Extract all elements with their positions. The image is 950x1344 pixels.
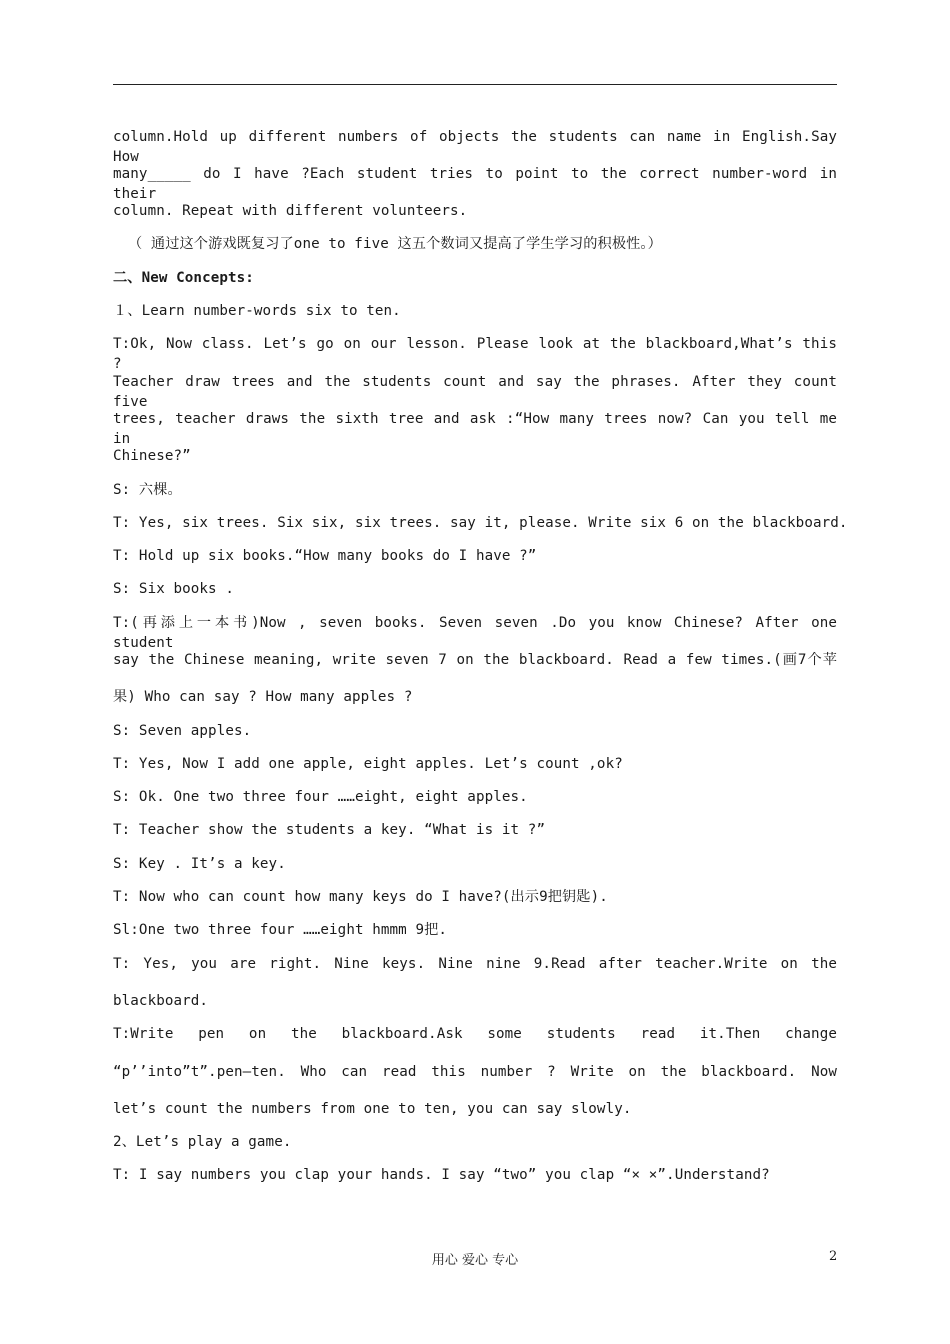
text-line: Sl:One two three four ……eight hmmm 9把. bbox=[113, 922, 448, 938]
text-line: S: Seven apples. bbox=[113, 723, 252, 739]
text-line: S: Ok. One two three four ……eight, eight apples. bbox=[113, 789, 528, 805]
text-line: T: Yes, six trees. Six six, six trees. say it, please. Write six 6 on the blackboard. bbox=[113, 515, 848, 531]
text-line: let’s count the numbers from one to ten, you can say slowly. bbox=[113, 1101, 632, 1117]
page-number: 2 bbox=[829, 1249, 838, 1264]
text-line: S: Key . It’s a key. bbox=[113, 856, 286, 872]
text-line: “p’’into”t”.pen—ten. Who can read this number ? Write on the blackboard. Now bbox=[113, 1064, 837, 1080]
text-line: T: Yes, you are right. Nine keys. Nine nine 9.Read after teacher.Write on the bbox=[113, 956, 837, 972]
text-line: 2、Let’s play a game. bbox=[113, 1134, 292, 1150]
text-line: S: Six books . bbox=[113, 581, 234, 597]
text-line: Teacher draw trees and the students count and say the phrases. After they count five bbox=[113, 374, 837, 410]
section-heading: 二、New Concepts: bbox=[113, 270, 254, 286]
header-rule bbox=[113, 84, 837, 85]
page-footer: 用心 爱心 专心 bbox=[431, 1253, 519, 1268]
text-line: say the Chinese meaning, write seven 7 on the blackboard. Read a few times.(画7个苹 bbox=[113, 652, 837, 668]
text-line: trees, teacher draws the sixth tree and ask :“How many trees now? Can you tell me in bbox=[113, 411, 837, 447]
text-line: blackboard. bbox=[113, 993, 209, 1009]
text-line: T:(再添上一本书)Now , seven books. Seven seven .Do you know Chinese? After one student bbox=[113, 615, 837, 651]
text-line: many_____ do I have ?Each student tries to point to the correct number-word in their bbox=[113, 166, 837, 202]
text-line: T: Teacher show the students a key. “What is it ?” bbox=[113, 822, 546, 838]
text-line: T: Yes, Now I add one apple, eight apples. Let’s count ,ok? bbox=[113, 756, 623, 772]
text-line: column. Repeat with different volunteers. bbox=[113, 203, 468, 219]
text-line: T: Now who can count how many keys do I have?(出示9把钥匙). bbox=[113, 889, 608, 905]
text-line: （ 通过这个游戏既复习了one to five 这五个数词又提高了学生学习的积极性。） bbox=[128, 236, 662, 252]
text-line: T:Ok, Now class. Let’s go on our lesson. Please look at the blackboard,What’s this ? bbox=[113, 336, 837, 372]
text-line: T: I say numbers you clap your hands. I say “two” you clap “× ×”.Understand? bbox=[113, 1167, 770, 1183]
text-line: T: Hold up six books.“How many books do I have ?” bbox=[113, 548, 537, 564]
text-line: S: 六棵。 bbox=[113, 482, 182, 498]
text-line: Chinese?” bbox=[113, 448, 191, 464]
text-line: １、Learn number-words six to ten. bbox=[113, 303, 401, 319]
text-line: column.Hold up different numbers of objects the students can name in English.Say How bbox=[113, 129, 837, 165]
text-line: T:Write pen on the blackboard.Ask some students read it.Then change bbox=[113, 1026, 837, 1042]
text-line: 果) Who can say ? How many apples ? bbox=[113, 689, 413, 705]
